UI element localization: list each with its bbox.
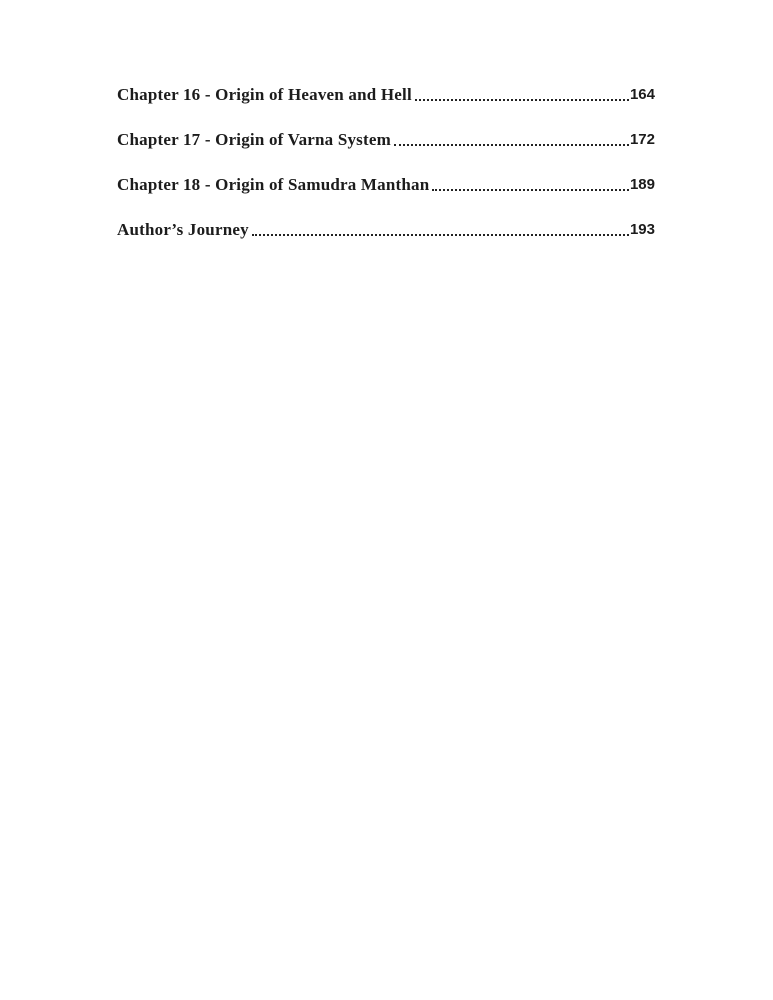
toc-entry-page-number: 172 — [629, 131, 655, 148]
toc-entry[interactable] — [117, 176, 655, 194]
toc-entry[interactable] — [117, 221, 655, 239]
toc-entry-page-number: 164 — [629, 86, 655, 103]
toc-entry-page-number: 189 — [629, 176, 655, 193]
toc-entry-title: Chapter 17 - Origin of Varna System — [117, 130, 391, 149]
toc-entry-page-number: 193 — [629, 221, 655, 238]
toc-leader-dots — [432, 189, 629, 191]
toc-leader-dots — [252, 234, 629, 236]
toc-leader-dots — [415, 99, 629, 101]
toc-entry[interactable] — [117, 86, 655, 104]
toc-list — [117, 86, 655, 266]
toc-entry[interactable] — [117, 131, 655, 149]
toc-entry-title: Chapter 18 - Origin of Samudra Manthan — [117, 175, 430, 194]
toc-leader-dots — [394, 144, 629, 146]
toc-entry-title: Author’s Journey — [117, 220, 249, 239]
toc-entry-title: Chapter 16 - Origin of Heaven and Hell — [117, 85, 412, 104]
